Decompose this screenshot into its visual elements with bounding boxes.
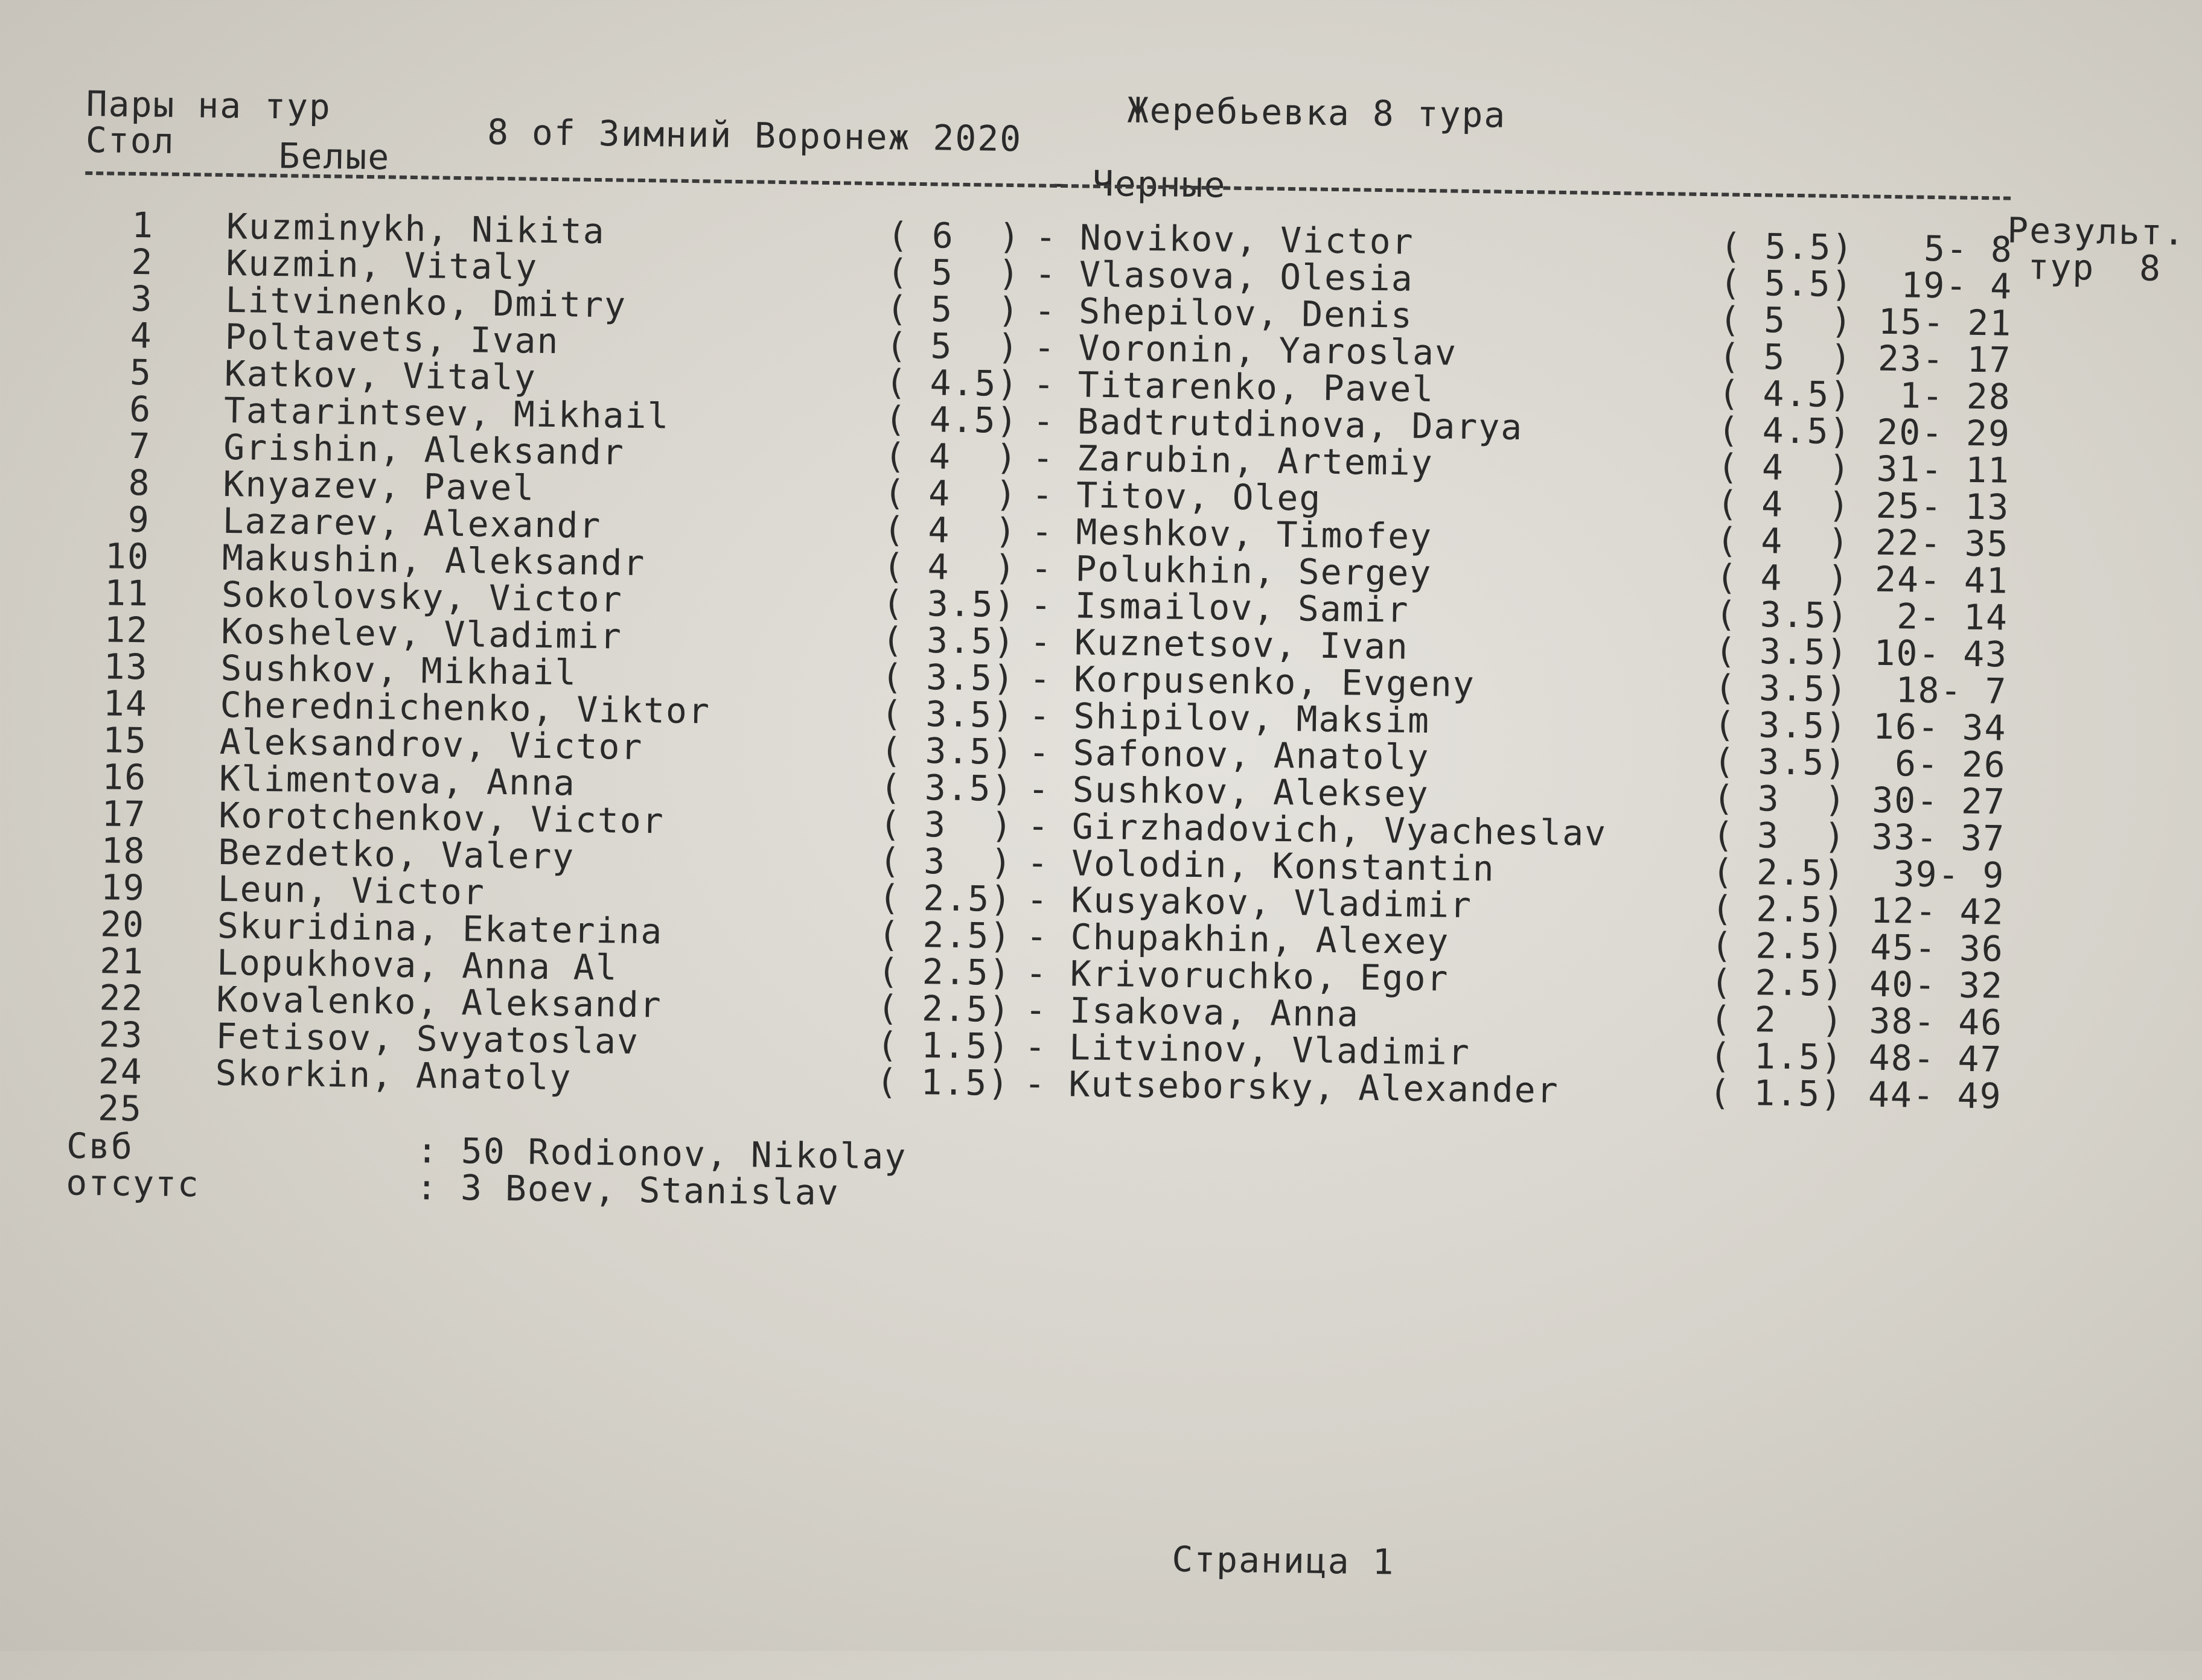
white-player: Fetisov, Svyatoslav [215,1015,640,1063]
white-points: ( 3.5) [881,619,1016,663]
table-number: 23 [98,1014,144,1056]
white-points: ( 3.5) [879,766,1014,810]
white-points: ( 3.5) [882,582,1016,626]
white-points: ( 1.5) [876,1024,1011,1068]
white-player: Koshelev, Vladimir [220,610,623,657]
black-points: ( 1.5) [1709,1035,1844,1078]
white-player: Lazarev, Alexandr [222,500,602,547]
black-player: - Titarenko, Pavel [1033,363,1435,410]
table-number: 14 [103,682,148,725]
black-player: - Shipilov, Maksim [1029,695,1431,742]
white-points: ( 4.5) [885,361,1020,405]
table-number: 19 [100,867,146,909]
white-player: Klimentova, Anna [219,757,576,804]
black-points: ( 2.5) [1711,851,1846,894]
table-number: 3 [130,278,153,320]
white-player: Kuzminykh, Nikita [226,205,606,252]
absent-value: : 3 Boev, Stanislav [415,1166,840,1214]
table-number: 5 [129,351,153,393]
white-points: ( 5 ) [886,325,1020,368]
black-player: - Litvinov, Vladimir [1024,1026,1471,1074]
black-points: ( 5 ) [1719,336,1853,379]
black-points: ( 3.5) [1713,740,1848,784]
white-player: Tatarintsev, Mikhail [223,389,670,437]
table-number: 17 [101,793,147,835]
white-points: ( 2.5) [877,950,1012,994]
table-number: 11 [104,572,150,614]
absent-label: отсутс [65,1162,200,1205]
black-points: ( 2 ) [1709,998,1845,1042]
white-player: Aleksandrov, Victor [219,721,643,768]
black-points: ( 3.5) [1714,704,1848,747]
table-number: 8 [128,462,151,504]
black-player: - Novikov, Victor [1035,216,1415,262]
result: 20- 29 [1876,411,2011,454]
black-player: - Krivoruchko, Egor [1025,952,1449,999]
white-player: Lopukhova, Anna Al [216,941,619,988]
white-column-header: Белые [278,135,391,178]
result: 48- 47 [1868,1037,2003,1080]
white-points: ( 4 ) [883,509,1018,552]
black-points: ( 4 ) [1715,556,1850,600]
table-number: 6 [129,388,152,430]
white-player: Skuridina, Ekaterina [217,905,663,952]
result-column-header: Результ. [2006,209,2186,253]
white-points: ( 2.5) [878,914,1012,957]
result: 2- 14 [1896,596,2009,638]
white-player: Knyazev, Pavel [223,463,535,509]
result: 33- 37 [1871,816,2006,859]
bye-label: Свб [66,1125,134,1168]
black-player: - Sushkov, Aleksey [1027,768,1429,815]
result: 25- 13 [1875,485,2010,528]
result: 31- 11 [1876,448,2011,491]
white-points: ( 1.5) [876,1061,1010,1104]
black-player: - Polukhin, Sergey [1030,547,1432,594]
black-player: - Zarubin, Artemiy [1032,437,1434,484]
result: 44- 49 [1868,1074,2002,1117]
table-number: 21 [99,940,145,982]
white-player: Makushin, Aleksandr [222,536,646,584]
result: 23- 17 [1877,337,2012,381]
white-player: Skorkin, Anatoly [215,1052,572,1098]
result: 18- 7 [1895,669,2008,712]
pairs-label: Пары на тур [86,83,332,128]
page-number: Страница 1 [1171,1538,1395,1583]
white-points: ( 5 ) [886,251,1021,294]
black-points: ( 5.5) [1720,225,1854,269]
white-points: ( 6 ) [887,214,1021,258]
table-number: 15 [102,719,148,762]
black-player: - Kuznetsov, Ivan [1029,621,1409,667]
black-player: - Vlasova, Olesia [1034,253,1414,299]
black-player: - Isakova, Anna [1024,989,1360,1035]
black-column-header: - Черные [1047,162,1227,206]
table-number: 25 [97,1087,143,1130]
white-points: ( 5 ) [886,288,1021,331]
table-number: 1 [131,204,155,246]
white-player: Grishin, Aleksandr [223,426,625,473]
white-player: Katkov, Vitaly [224,352,537,398]
white-points: ( 3.5) [880,730,1015,773]
white-points: ( 2.5) [876,987,1012,1031]
black-points: ( 3.5) [1714,630,1849,673]
result: 10- 43 [1874,632,2008,675]
black-player: - Shepilov, Denis [1033,290,1414,336]
black-points: ( 3 ) [1712,777,1847,821]
black-points: ( 4.5) [1718,372,1853,416]
table-number: 7 [128,425,152,467]
table-number: 10 [104,535,150,578]
table-number: 9 [127,498,151,541]
result: 12- 42 [1870,889,2005,933]
white-player: Sokolovsky, Victor [221,573,624,620]
white-player: Kovalenko, Aleksandr [215,978,663,1026]
table-number: 20 [100,903,145,946]
table-number: 2 [130,241,154,283]
white-player: Leun, Victor [217,868,486,913]
white-player: Poltavets, Ivan [225,316,560,362]
black-points: ( 4 ) [1716,483,1851,526]
black-points: ( 5 ) [1719,299,1854,342]
result: 5- 8 [1923,228,2014,270]
round-label: тур 8 [2028,246,2162,289]
white-player: Kuzmin, Vitaly [225,242,538,288]
black-player: - Voronin, Yaroslav [1033,326,1458,374]
draw-title: Жеребьевка 8 тура [1127,89,1507,136]
white-player: Bezdetko, Valery [218,831,575,877]
result: 24- 41 [1874,558,2009,602]
white-points: ( 4 ) [884,435,1019,479]
black-player: - Meshkov, Timofey [1031,511,1433,558]
result: 16- 34 [1872,705,2007,749]
black-player: - Titov, Oleg [1031,474,1322,519]
black-points: ( 3 ) [1712,814,1847,858]
white-points: ( 3.5) [881,656,1016,699]
result: 40- 32 [1869,963,2004,1007]
black-player: - Kusyakov, Vladimir [1026,879,1473,926]
result: 39- 9 [1893,853,2005,896]
table-number: 12 [104,609,149,651]
black-player: - Safonov, Anatoly [1028,731,1430,778]
result: 22- 35 [1875,521,2009,565]
black-points: ( 3.5) [1715,593,1849,637]
result: 15- 21 [1878,301,2012,344]
white-points: ( 3 ) [879,840,1013,883]
black-points: ( 4.5) [1717,409,1852,453]
white-player: Sushkov, Mikhail [220,647,578,693]
black-player: - Badtrutdinova, Darya [1032,400,1524,448]
table-number: 18 [101,830,147,872]
white-player: Korotchenkov, Victor [218,794,665,842]
white-points: ( 4 ) [883,472,1018,515]
black-points: ( 1.5) [1709,1072,1843,1115]
black-player: - Chupakhin, Alexey [1026,915,1450,962]
table-number: 16 [101,756,147,798]
white-points: ( 3 ) [879,803,1014,847]
table-number: 13 [103,646,148,688]
result: 1- 28 [1899,375,2012,418]
table-number: 22 [99,977,144,1019]
table-number: 4 [130,314,153,357]
white-points: ( 4.5) [884,398,1019,442]
result: 38- 46 [1869,1000,2003,1043]
result: 6- 26 [1894,743,2007,786]
white-points: ( 3.5) [881,693,1015,736]
black-points: ( 2.5) [1711,888,1846,931]
table-column-header: Стол [85,119,176,162]
white-player: Litvinenko, Dmitry [225,279,627,326]
white-player: Cherednichenko, Viktor [220,684,711,732]
black-player: - Ismailov, Samir [1030,584,1410,631]
result: 30- 27 [1871,779,2006,822]
black-player: - Girzhadovich, Vyacheslav [1027,805,1607,854]
result: 45- 36 [1869,926,2005,970]
black-points: ( 3.5) [1714,667,1849,710]
table-number: 24 [98,1051,144,1093]
black-points: ( 2.5) [1711,924,1845,968]
event-title: 8 of Зимний Воронеж 2020 [487,111,1023,160]
result: 19- 4 [1901,264,2013,307]
white-points: ( 4 ) [882,546,1017,589]
black-points: ( 4 ) [1717,446,1852,489]
black-points: ( 2.5) [1710,961,1845,1005]
black-points: ( 5.5) [1719,262,1854,305]
black-player: - Volodin, Konstantin [1026,842,1496,889]
black-points: ( 4 ) [1716,520,1851,563]
black-player: - Korpusenko, Evgeny [1029,658,1476,705]
white-points: ( 2.5) [878,877,1013,920]
black-player: - Kutseborsky, Alexander [1024,1063,1560,1111]
bye-value: : 50 Rodionov, Nikolay [416,1130,907,1177]
